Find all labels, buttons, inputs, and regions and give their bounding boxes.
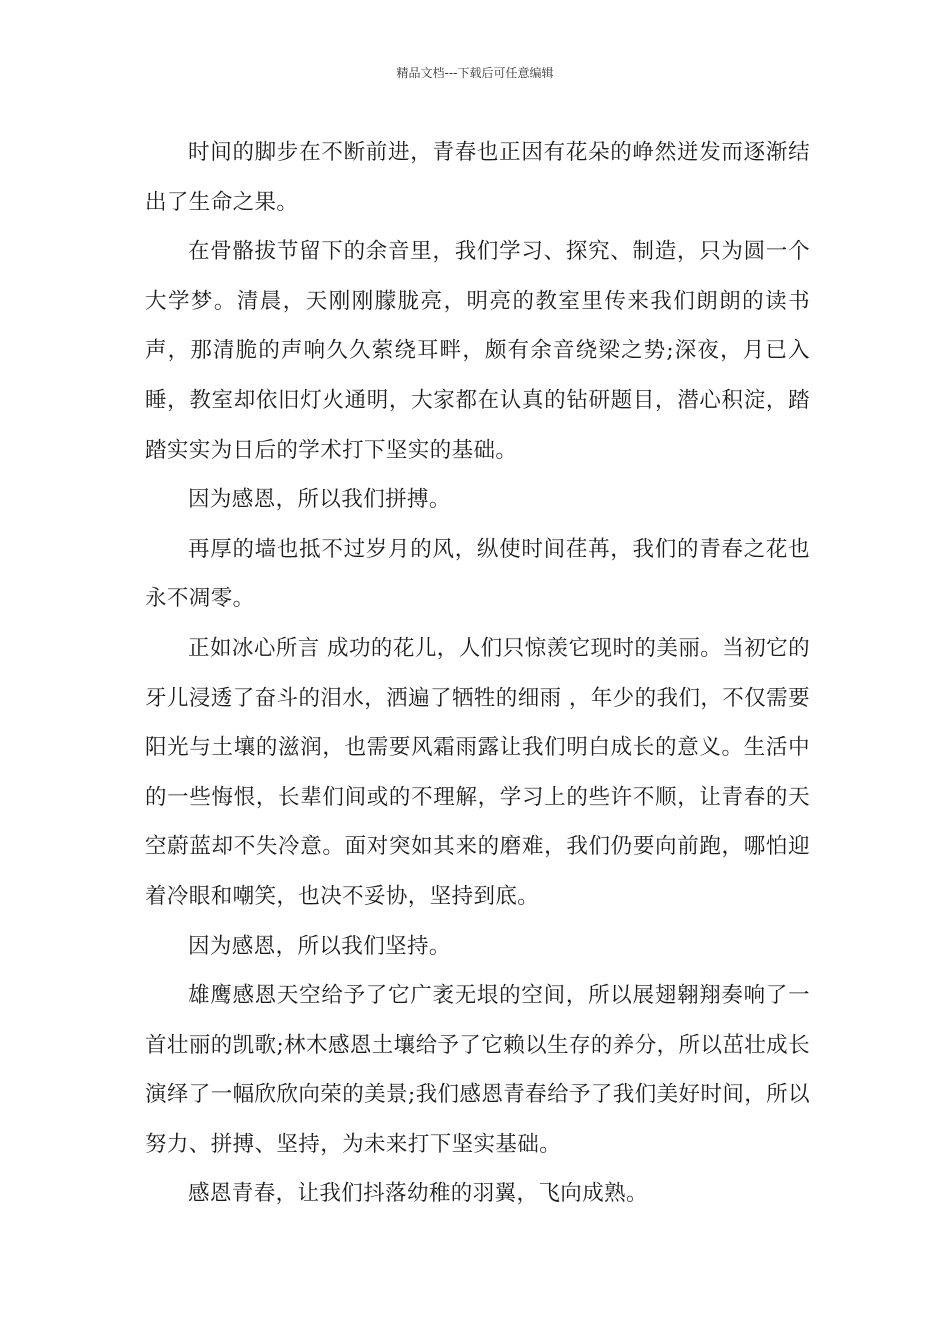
paragraph-3: 因为感恩，所以我们拼搏。 [188,487,451,513]
paragraph-4: 再厚的墙也抵不过岁月的风，纵使时间荏苒，我们的青春之花也永不凋零。 [145,536,810,612]
paragraph-2: 在骨骼拔节留下的余音里，我们学习、探究、制造，只为圆一个大学梦。清晨，天刚刚朦胧亮，明亮的教室里传来我们朗朗的读书声，那清脆的声响久久萦绕耳畔，颇有余音绕梁之势;深夜，月已入睡，教室却依旧灯火通明，大家都在认真的钻研题目，潜心积淀，踏踏实实为日后的学术打下坚实的基础。 [145,239,810,463]
paragraph-5: 正如冰心所言 成功的花儿，人们只惊羡它现时的美丽。当初它的牙儿浸透了奋斗的泪水，洒遍了牺牲的细雨 ，年少的我们，不仅需要阳光与土壤的滋润，也需要风霜雨露让我们明白成长的意义。生活中的一些悔恨，长辈们间或的不理解，学习上的些许不顺，让青春的天空蔚蓝却不失冷意。面对突如其来的磨难，我们仍要向前跑，哪怕迎着冷眼和嘲笑，也决不妥协，坚持到底。 [145,635,810,909]
page-header: 精品文档---下载后可任意编辑 [396,66,554,80]
paragraph-1: 时间的脚步在不断前进，青春也正因有花朵的峥然迸发而逐渐结出了生命之果。 [145,140,810,215]
paragraph-7: 雄鹰感恩天空给予了它广袤无垠的空间，所以展翅翱翔奏响了一首壮丽的凯歌;林木感恩土壤给予了它赖以生存的养分，所以茁壮成长演绎了一幅欣欣向荣的美景;我们感恩青春给予了我们美好时间，所以努力、拼搏、坚持，为未来打下坚实基础。 [145,983,810,1157]
document-body [145,128,810,1219]
paragraph-6: 因为感恩，所以我们坚持。 [188,933,451,959]
paragraph-8: 感恩青春，让我们抖落幼稚的羽翼，飞向成熟。 [188,1181,648,1207]
